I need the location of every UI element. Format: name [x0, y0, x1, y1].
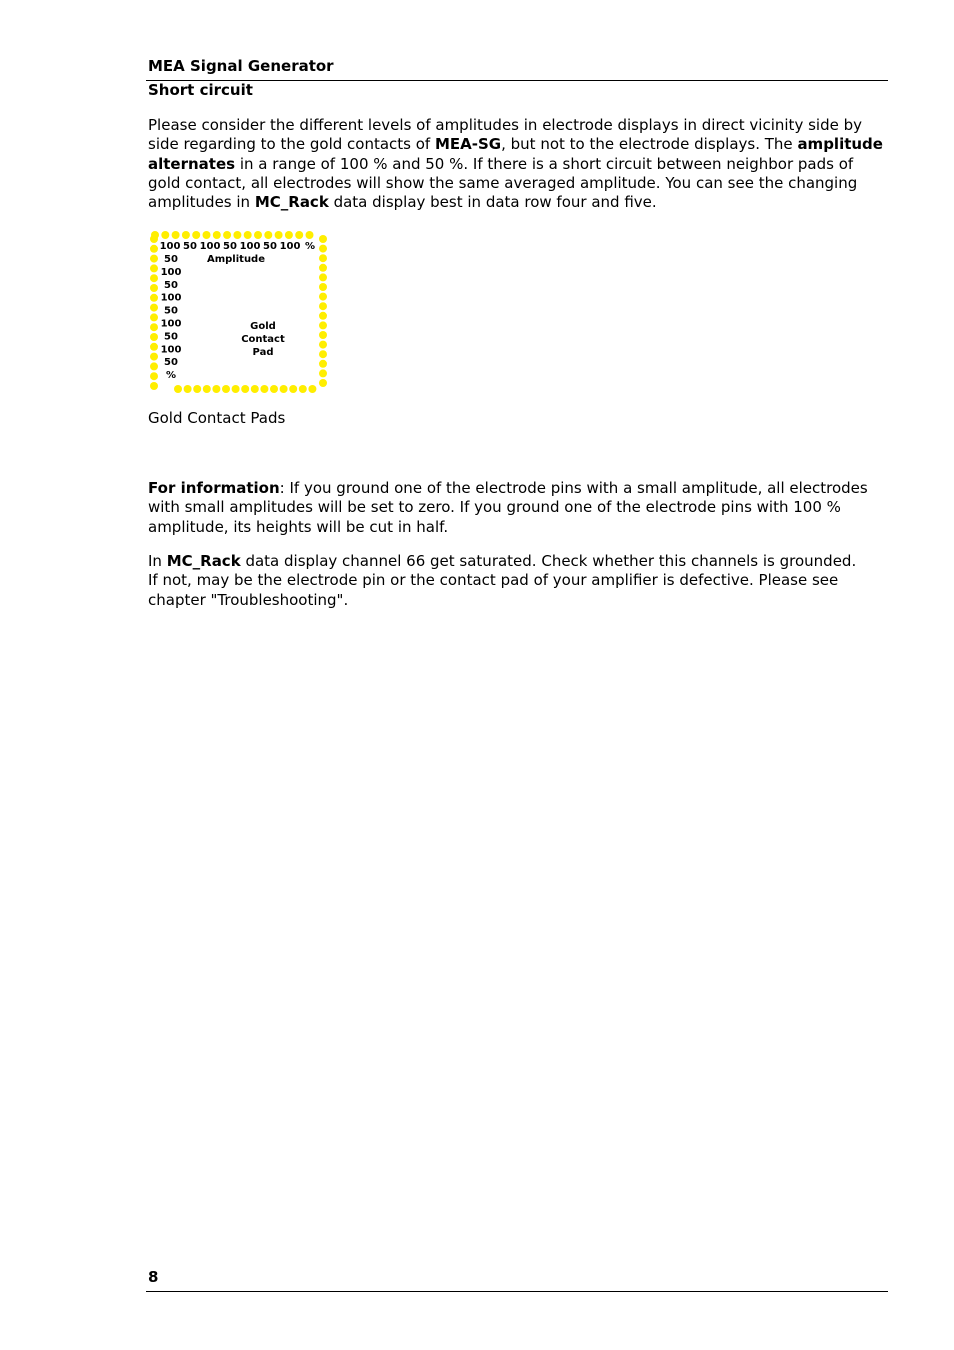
contact-pad-dot: [150, 343, 158, 351]
contact-pad-dot: [260, 385, 268, 393]
bold-run: MC_Rack: [166, 552, 241, 570]
contact-pad-dot: [319, 312, 327, 320]
contact-pad-dot: [174, 385, 182, 393]
bold-run: MEA-SG: [434, 135, 502, 154]
contact-pad-dot: [223, 231, 231, 239]
contact-pad-dot: [150, 284, 158, 292]
text-run: Please consider the different levels of amplitudes in electrode displays in direct vicinity side by side regarding to the gold contacts of: [148, 116, 862, 154]
page-number: 8: [148, 1268, 159, 1286]
contact-pad-dot: [172, 231, 180, 239]
header-rule: [146, 80, 888, 81]
grounding-paragraph: [148, 552, 890, 610]
contact-pad-dot: [285, 231, 293, 239]
contact-pad-dot: [150, 372, 158, 380]
contact-pad-dot: [319, 254, 327, 262]
text-run: If not, may be the electrode pin or the contact pad of your amplifier is defective. Please see chapter "Troubleshooting".: [148, 571, 839, 609]
side-amplitude-label: 100: [160, 292, 182, 304]
footer-rule: [146, 1291, 888, 1292]
text-run: : If you ground one of the electrode pins with a small amplitude, all electrodes with small amplitudes will be set to zero. If you ground one of the electrode pins with 100 % amplitude, its heights will be cut in half.: [148, 479, 868, 536]
contact-pad-dot: [150, 304, 158, 312]
contact-pad-dot: [244, 231, 252, 239]
contact-pad-dot: [319, 273, 327, 281]
contact-pad-dot: [150, 333, 158, 341]
page-header-title: MEA Signal Generator: [148, 57, 334, 75]
gold-contact-pads-diagram: [148, 229, 330, 395]
text-run: data display best in data row four and five.: [328, 193, 657, 212]
contact-pad-dot: [182, 231, 190, 239]
contact-pad-dot: [213, 231, 221, 239]
contact-pad-dot: [270, 385, 278, 393]
top-amplitude-label: 50: [263, 241, 277, 252]
contact-pad-dot: [319, 264, 327, 272]
contact-pad-dot: [150, 313, 158, 321]
contact-pad-dot: [150, 264, 158, 272]
top-amplitude-label: 50: [223, 241, 237, 252]
side-amplitude-label: 100: [160, 318, 182, 330]
contact-pad-dot: [319, 283, 327, 291]
contact-pad-dot: [299, 385, 307, 393]
side-amplitude-label: 100: [160, 344, 182, 356]
contact-pad-dot: [232, 385, 240, 393]
contact-pad-dot: [150, 323, 158, 331]
side-amplitude-label: 50: [164, 279, 178, 291]
contact-pad-dot: [161, 231, 169, 239]
section-title: Short circuit: [148, 81, 253, 99]
top-amplitude-label: 100: [159, 241, 181, 252]
contact-pad-dot: [295, 231, 303, 239]
contact-pad-dot: [319, 341, 327, 349]
bold-run: amplitude alternates: [148, 135, 883, 173]
contact-pad-dot: [150, 382, 158, 390]
contact-pad-dot: [289, 385, 297, 393]
contact-pad-dot: [319, 369, 327, 377]
contact-pad-dot: [150, 294, 158, 302]
text-run: data display channel 66 get saturated. Check whether this channels is grounded.: [240, 552, 857, 570]
contact-pad-dot: [319, 235, 327, 243]
contact-pad-dot: [264, 231, 272, 239]
contact-pad-dot: [150, 255, 158, 263]
top-amplitude-label: %: [304, 241, 316, 252]
contact-pad-dot: [319, 293, 327, 301]
information-paragraph: [148, 479, 890, 537]
contact-pad-dot: [319, 350, 327, 358]
contact-pad-dot: [308, 385, 316, 393]
contact-pad-dot: [150, 274, 158, 282]
contact-pad-dot: [150, 245, 158, 253]
contact-pad-dot: [306, 231, 314, 239]
contact-pad-dot: [192, 231, 200, 239]
side-amplitude-label: 50: [164, 305, 178, 317]
contact-pad-dot: [222, 385, 230, 393]
contact-pad-dot: [203, 385, 211, 393]
side-amplitude-label: 100: [160, 266, 182, 278]
contact-pad-dot: [193, 385, 201, 393]
pad-label-line: Contact: [241, 334, 285, 345]
contact-pad-dot: [233, 231, 241, 239]
contact-pad-dot: [280, 385, 288, 393]
text-run: In: [148, 552, 167, 570]
bold-run: MC_Rack: [254, 193, 329, 212]
top-amplitude-label: 100: [199, 241, 221, 252]
contact-pad-dot: [251, 385, 259, 393]
side-amplitude-label: 50: [164, 357, 178, 369]
contact-pad-dot: [150, 235, 158, 243]
contact-pad-dot: [150, 362, 158, 370]
top-amplitude-label: 100: [279, 241, 301, 252]
contact-pad-dot: [212, 385, 220, 393]
contact-pad-dot: [319, 302, 327, 310]
contact-pad-dot: [184, 385, 192, 393]
pad-label-line: Gold: [250, 321, 276, 332]
contact-pad-dot: [150, 353, 158, 361]
side-amplitude-label: 50: [164, 254, 178, 265]
top-amplitude-label: 100: [239, 241, 261, 252]
contact-pad-dot: [241, 385, 249, 393]
side-amplitude-label: 50: [164, 331, 178, 343]
bold-run: For information: [148, 479, 280, 497]
contact-pad-dot: [319, 245, 327, 253]
text-run: , but not to the electrode displays. The: [501, 135, 798, 154]
text-run: in a range of 100 % and 50 %. If there is a short circuit between neighbor pads of gold contact, all electrodes will show the same averaged amplitude. You can see the changing amplitudes in: [148, 154, 858, 212]
intro-paragraph: [148, 116, 890, 212]
amplitude-label: Amplitude: [206, 254, 266, 265]
gold-contact-pads-figure: [148, 229, 330, 395]
contact-pad-dot: [319, 331, 327, 339]
side-amplitude-label: %: [165, 370, 177, 382]
contact-pad-dot: [254, 231, 262, 239]
contact-pad-dot: [203, 231, 211, 239]
figure-caption: Gold Contact Pads: [148, 409, 286, 427]
contact-pad-dot: [319, 321, 327, 329]
pad-label-line: Pad: [252, 347, 274, 358]
contact-pad-dot: [319, 360, 327, 368]
contact-pad-dot: [275, 231, 283, 239]
contact-pad-dot: [319, 379, 327, 387]
top-amplitude-label: 50: [183, 241, 197, 252]
